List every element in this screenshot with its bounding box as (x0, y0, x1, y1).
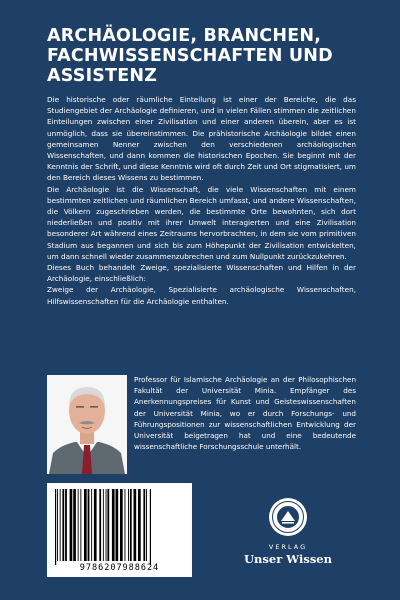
paragraph-3: Dieses Buch behandelt Zweige, spezialisierte Wissenschaften und Hilfen in der Archäologie, einschließlich: (47, 263, 356, 284)
paragraph-4: Zweige der Archäologie, Spezialisierte archäologische Wissenschaften, Hilfswissenschaften für die Archäologie enthalten. (47, 285, 356, 306)
publisher-name: Unser Wissen (244, 552, 332, 566)
author-portrait-illustration (47, 375, 127, 474)
book-title: ARCHÄOLOGIE, BRANCHEN, FACHWISSENSCHAFTEN UND ASSISTENZ (47, 26, 333, 86)
publisher-seal-icon (268, 497, 308, 537)
barcode-bars (47, 483, 192, 565)
isbn-number: 9786207988624 (79, 563, 160, 573)
author-bio: Professor für Islamische Archäologie an der Philosophischen Fakultät der Universität Minia. Empfänger des Anerkennungspreises für Kunst und Geisteswissenschaften der Universität Minia, wo er durch Forschungs- und Führungspositionen zur wissenschaftlichen Entwicklung der Universität beigetragen hat und eine bedeutende wissenschaftliche Forschungsschule unterhält. (134, 375, 356, 452)
paragraph-2: Die Archäologie ist die Wissenschaft, die viele Wissenschaften mit einem bestimmten zeitlichen und räumlichen Bereich umfasst, und andere Wissenschaften, die Völkern zugeschrieben werden, die bestimmte Orte bewohnten, sich dort niederließen und positiv mit ihrer Umwelt interagierten und eine Zivilisation besonderer Art während eines Zeitraums hervorbrachten, in dem sie vom primitiven Stadium aus begannen und sich bis zum Höhepunkt der Zivilisation entwickelten, um dann schnell wieder zusammenzubrechen und zum Nullpunkt zurückzukehren. (47, 184, 356, 261)
author-photo (47, 375, 127, 474)
back-cover-text (47, 94, 356, 307)
isbn-barcode (47, 483, 192, 577)
publisher-logo (239, 497, 337, 569)
publisher-verlag-label: VERLAG (268, 543, 308, 551)
paragraph-1: Die historische oder räumliche Einteilung ist einer der Bereiche, die das Studiengebiet der Archäologie definieren, und in vielen Fällen stimmen die zeitlichen Einteilungen zwischen einer Zivilisation und einer anderen überein, aber es ist unmöglich, dass sie übereinstimmen. Die prähistorische Archäologie bildet einen gemeinsamen Nenner zwischen den verschiedenen archäologischen Wissenschaften, und dann kommen die historischen Epochen. Sie beginnt mit der Kenntnis der Schrift, und diese Kenntnis wird oft durch Zeit und Ort stigmatisiert, um den Bereich dieses Wissens zu bestimmen. (47, 95, 356, 183)
